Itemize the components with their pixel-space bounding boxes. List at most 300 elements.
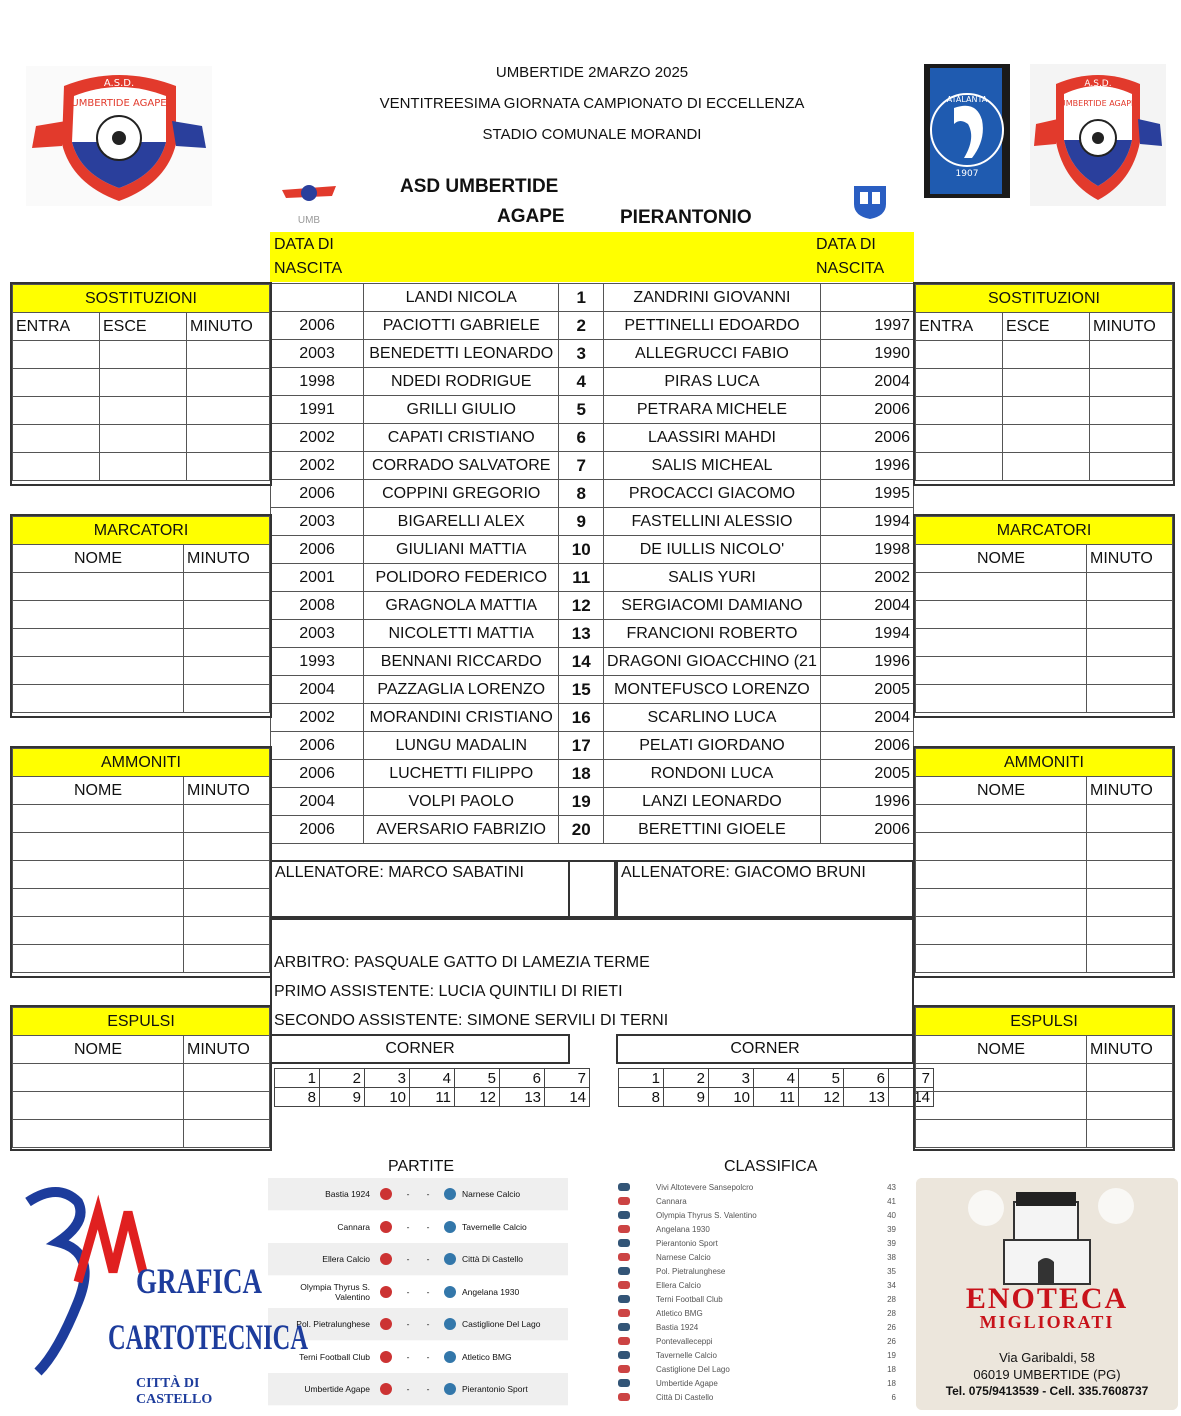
player-row [271, 704, 914, 732]
player-row [271, 424, 914, 452]
standing-row [618, 1250, 908, 1264]
subs-minute-header: MINUTO [187, 313, 270, 341]
match-home: Umbertide Agape [304, 1384, 370, 1394]
player-row [271, 816, 914, 844]
score-sep: - [406, 1189, 410, 1199]
away-player-name: FASTELLINI ALESSIO [604, 508, 821, 536]
classifica-title: CLASSIFICA [724, 1158, 818, 1175]
corner-cell[interactable]: 4 [754, 1069, 799, 1088]
umbertide-logo-right [1030, 64, 1166, 206]
player-row [271, 620, 914, 648]
away-player-name: SCARLINO LUCA [604, 704, 821, 732]
standing-points: 26 [887, 1322, 896, 1332]
enoteca-address-1: Via Garibaldi, 58 [999, 1350, 1095, 1365]
away-birth-label: DATA DI NASCITA [816, 236, 885, 277]
corner-cell[interactable]: 10 [365, 1088, 410, 1107]
standing-team: Pol. Pietralunghese [656, 1266, 726, 1276]
away-team-name: PIERANTONIO [620, 207, 752, 228]
home-player-name: GIULIANI MATTIA [364, 536, 559, 564]
club-crest-icon [618, 1295, 630, 1303]
away-birth-year: 2004 [820, 704, 913, 732]
home-birth-year: 2006 [271, 732, 364, 760]
corner-cell[interactable]: 3 [365, 1069, 410, 1088]
sponsor-grafica-line3: CITTÀ DI CASTELLO [136, 1376, 213, 1407]
corner-cell[interactable]: 12 [455, 1088, 500, 1107]
club-crest-icon [618, 1253, 630, 1261]
shirt-number: 7 [559, 452, 604, 480]
match-home: Olympia Thyrus S. Valentino [300, 1281, 370, 1302]
match-row [268, 1211, 568, 1243]
home-player-name: MORANDINI CRISTIANO [364, 704, 559, 732]
away-subs-box [913, 282, 1175, 486]
standing-team: Angelana 1930 [656, 1224, 710, 1234]
shirt-number: 6 [559, 424, 604, 452]
home-team-name-1: ASD UMBERTIDE [400, 176, 559, 197]
corner-cell[interactable]: 6 [844, 1069, 889, 1088]
corner-cell[interactable]: 8 [619, 1088, 664, 1107]
away-coach-box [616, 860, 914, 918]
away-coach: ALLENATORE: GIACOMO BRUNI [621, 864, 866, 881]
standing-team: Pierantonio Sport [656, 1238, 718, 1248]
away-player-name: DRAGONI GIOACCHINO (21 [604, 648, 821, 676]
away-birth-year: 2004 [820, 368, 913, 396]
standing-points: 35 [887, 1266, 896, 1276]
corner-cell[interactable]: 1 [619, 1069, 664, 1088]
standing-points: 39 [887, 1224, 896, 1234]
umbertide-logo-left [26, 66, 212, 206]
score-sep: - [426, 1254, 430, 1264]
standing-row [618, 1222, 908, 1236]
corner-cell[interactable]: 8 [275, 1088, 320, 1107]
match-row [268, 1308, 568, 1340]
standing-points: 28 [887, 1294, 896, 1304]
away-birth-year: 2006 [820, 732, 913, 760]
away-sent-off-minute-header: MINUTO [1087, 1036, 1173, 1064]
club-crest-icon [618, 1379, 630, 1387]
home-player-name: CORRADO SALVATORE [364, 452, 559, 480]
away-player-name: PIRAS LUCA [604, 368, 821, 396]
away-subs-title: SOSTITUZIONI [916, 285, 1173, 313]
club-crest-icon [444, 1351, 456, 1363]
score-sep: - [406, 1319, 410, 1329]
away-player-name: SERGIACOMI DAMIANO [604, 592, 821, 620]
corner-cell[interactable]: 7 [889, 1069, 934, 1088]
standing-row [618, 1348, 908, 1362]
enoteca-phone: Tel. 075/9413539 - Cell. 335.7608737 [945, 1384, 1149, 1398]
atalanta-year: 1907 [955, 169, 979, 179]
club-crest-icon [380, 1286, 392, 1298]
standing-points: 18 [887, 1364, 896, 1374]
shirt-number: 14 [559, 648, 604, 676]
away-birth-year: 1996 [820, 452, 913, 480]
club-crest-icon [618, 1211, 630, 1219]
home-birth-label: DATA DI NASCITA [274, 236, 343, 277]
stadium: STADIO COMUNALE MORANDI [482, 126, 702, 143]
club-crest-icon [380, 1188, 392, 1200]
corner-cell[interactable]: 6 [500, 1069, 545, 1088]
corner-cell[interactable]: 9 [664, 1088, 709, 1107]
player-row [271, 592, 914, 620]
standing-team: Vivi Altotevere Sansepolcro [656, 1182, 754, 1192]
enoteca-name-1: ENOTECA [965, 1282, 1129, 1315]
player-row [271, 368, 914, 396]
scorers-title: MARCATORI [13, 517, 270, 545]
away-player-name: ZANDRINI GIOVANNI [604, 284, 821, 312]
away-sent-off-title: ESPULSI [916, 1008, 1173, 1036]
corner-cell[interactable]: 1 [275, 1069, 320, 1088]
standing-row [618, 1236, 908, 1250]
home-coach-box [270, 860, 570, 918]
away-player-name: PETRARA MICHELE [604, 396, 821, 424]
standing-team: Umbertide Agape [656, 1378, 718, 1388]
corner-cell[interactable]: 7 [545, 1069, 590, 1088]
standing-team: Pontevalleceppi [656, 1336, 713, 1346]
corner-cell[interactable]: 4 [410, 1069, 455, 1088]
roster-table [270, 283, 914, 844]
club-crest-icon [618, 1323, 630, 1331]
scorers-name-header: NOME [13, 545, 184, 573]
standing-row [618, 1376, 908, 1390]
standing-points: 43 [887, 1182, 896, 1192]
club-crest-icon [618, 1393, 630, 1401]
player-row [271, 760, 914, 788]
away-birth-year: 2005 [820, 676, 913, 704]
player-row [271, 732, 914, 760]
corner-cell[interactable]: 14 [545, 1088, 590, 1107]
match-away: Pierantonio Sport [462, 1384, 528, 1394]
assistant-1: PRIMO ASSISTENTE: LUCIA QUINTILI DI RIETI [274, 983, 623, 1000]
player-row [271, 312, 914, 340]
standing-points: 28 [887, 1308, 896, 1318]
away-booked-minute-header: MINUTO [1087, 777, 1173, 805]
score-sep: - [426, 1384, 430, 1394]
match-row [268, 1276, 568, 1308]
home-player-name: BENEDETTI LEONARDO [364, 340, 559, 368]
match-away: Narnese Calcio [462, 1189, 521, 1199]
standing-row [618, 1208, 908, 1222]
home-birth-year [271, 284, 364, 312]
standing-points: 6 [891, 1392, 896, 1402]
away-birth-year: 2006 [820, 816, 913, 844]
logo-asd-text: A.S.D. [103, 78, 135, 89]
away-birth-year: 1998 [820, 536, 913, 564]
subs-out-header: ESCE [100, 313, 187, 341]
player-row [271, 452, 914, 480]
club-crest-icon [444, 1188, 456, 1200]
match-away: Tavernelle Calcio [462, 1221, 527, 1232]
shirt-number: 15 [559, 676, 604, 704]
standing-team: Atletico BMG [656, 1308, 703, 1318]
club-crest-icon [618, 1183, 630, 1191]
scorers-minute-header: MINUTO [184, 545, 270, 573]
corner-cell[interactable]: 2 [664, 1069, 709, 1088]
player-row [271, 508, 914, 536]
partite-title: PARTITE [388, 1158, 455, 1175]
corner-cell[interactable]: 12 [799, 1088, 844, 1107]
away-birth-year: 1994 [820, 508, 913, 536]
match-row [268, 1341, 568, 1373]
corner-cell[interactable]: 13 [844, 1088, 889, 1107]
match-home: Terni Football Club [299, 1351, 370, 1362]
home-player-name: POLIDORO FEDERICO [364, 564, 559, 592]
away-player-name: PELATI GIORDANO [604, 732, 821, 760]
home-birth-year: 2006 [271, 760, 364, 788]
away-player-name: ALLEGRUCCI FABIO [604, 340, 821, 368]
away-player-name: PROCACCI GIACOMO [604, 480, 821, 508]
match-row [268, 1243, 568, 1275]
away-corner-header: CORNER [616, 1034, 914, 1064]
standing-row [618, 1194, 908, 1208]
corner-cell[interactable]: 14 [889, 1088, 934, 1107]
home-birth-year: 2003 [271, 508, 364, 536]
logo-name-text: UMBERTIDE AGAPE [71, 98, 167, 109]
match-date: UMBERTIDE 2MARZO 2025 [495, 64, 689, 81]
away-player-name: FRANCIONI ROBERTO [604, 620, 821, 648]
umb-text: UMB [297, 215, 321, 226]
home-team-name-2: AGAPE [497, 206, 565, 227]
classifica-list [618, 1180, 908, 1400]
club-crest-icon [380, 1318, 392, 1330]
match-row [268, 1178, 568, 1210]
club-crest-icon [444, 1383, 456, 1395]
corner-cell[interactable]: 3 [709, 1069, 754, 1088]
score-sep: - [406, 1286, 410, 1297]
shirt-number: 18 [559, 760, 604, 788]
away-player-name: LANZI LEONARDO [604, 788, 821, 816]
home-player-name: GRAGNOLA MATTIA [364, 592, 559, 620]
home-corner-table [274, 1068, 590, 1107]
shirt-number: 13 [559, 620, 604, 648]
shirt-number: 19 [559, 788, 604, 816]
club-crest-icon [618, 1337, 630, 1345]
shirt-number: 9 [559, 508, 604, 536]
home-birth-year: 1993 [271, 648, 364, 676]
corner-cell[interactable]: 13 [500, 1088, 545, 1107]
match-away: Città Di Castello [462, 1254, 523, 1264]
standing-row [618, 1390, 908, 1404]
shirt-number: 17 [559, 732, 604, 760]
home-birth-year: 2002 [271, 424, 364, 452]
club-crest-icon [380, 1383, 392, 1395]
standing-team: Ellera Calcio [656, 1280, 701, 1290]
shirt-number: 3 [559, 340, 604, 368]
standing-points: 40 [887, 1210, 896, 1220]
club-crest-icon [618, 1281, 630, 1289]
corner-cell[interactable]: 2 [320, 1069, 365, 1088]
home-player-name: AVERSARIO FABRIZIO [364, 816, 559, 844]
match-away: Angelana 1930 [462, 1286, 520, 1297]
club-crest-icon [618, 1309, 630, 1317]
club-crest-icon [618, 1365, 630, 1373]
standing-row [618, 1320, 908, 1334]
away-player-name: LAASSIRI MAHDI [604, 424, 821, 452]
home-birth-year: 2002 [271, 452, 364, 480]
score-sep: - [406, 1384, 410, 1394]
home-player-name: LUCHETTI FILIPPO [364, 760, 559, 788]
enoteca-address-2: 06019 UMBERTIDE (PG) [973, 1367, 1121, 1382]
away-birth-year [820, 284, 913, 312]
sponsor-grafica-line1: GRAFICA [136, 1261, 262, 1301]
away-scorers-minute-header: MINUTO [1087, 545, 1173, 573]
club-crest-icon [618, 1351, 630, 1359]
player-row [271, 340, 914, 368]
home-birth-year: 2003 [271, 620, 364, 648]
standing-row [618, 1292, 908, 1306]
home-corner-header: CORNER [270, 1034, 570, 1064]
away-subs-minute-header: MINUTO [1090, 313, 1173, 341]
away-player-name: MONTEFUSCO LORENZO [604, 676, 821, 704]
standing-row [618, 1362, 908, 1376]
coach-spacer [568, 860, 616, 918]
logo-asd-text-right: A.S.D. [1084, 79, 1112, 89]
standing-points: 39 [887, 1238, 896, 1248]
standing-points: 41 [887, 1196, 896, 1206]
standing-team: Tavernelle Calcio [656, 1350, 717, 1360]
home-player-name: PACIOTTI GABRIELE [364, 312, 559, 340]
shirt-number: 5 [559, 396, 604, 424]
sent-off-name-header: NOME [13, 1036, 184, 1064]
home-player-name: PAZZAGLIA LORENZO [364, 676, 559, 704]
standing-row [618, 1278, 908, 1292]
score-sep: - [426, 1189, 430, 1199]
away-scorers-name-header: NOME [916, 545, 1087, 573]
logo-name-text-right: UMBERTIDE AGAPE [1059, 99, 1137, 108]
club-crest-icon [618, 1267, 630, 1275]
club-crest-icon [444, 1253, 456, 1265]
match-away: Atletico BMG [462, 1351, 512, 1362]
referee: ARBITRO: PASQUALE GATTO DI LAMEZIA TERME [274, 954, 650, 971]
home-coach: ALLENATORE: MARCO SABATINI [275, 864, 524, 881]
away-subs-out-header: ESCE [1003, 313, 1090, 341]
away-sent-off-box [913, 1005, 1175, 1151]
shirt-number: 12 [559, 592, 604, 620]
home-player-name: LANDI NICOLA [364, 284, 559, 312]
pierantonio-crest [852, 184, 888, 220]
corner-cell[interactable]: 5 [799, 1069, 844, 1088]
corner-cell[interactable]: 10 [709, 1088, 754, 1107]
score-sep: - [426, 1221, 430, 1232]
shirt-number: 2 [559, 312, 604, 340]
corner-cell[interactable]: 11 [754, 1088, 799, 1107]
sponsor-grafica [18, 1182, 309, 1407]
partite-list [268, 1178, 568, 1406]
player-row [271, 788, 914, 816]
player-row [271, 564, 914, 592]
booked-minute-header: MINUTO [184, 777, 270, 805]
club-crest-icon [618, 1197, 630, 1205]
booked-title: AMMONITI [13, 749, 270, 777]
shirt-number: 16 [559, 704, 604, 732]
player-row [271, 676, 914, 704]
away-birth-year: 1995 [820, 480, 913, 508]
home-sent-off-box [10, 1005, 272, 1151]
home-booked-box [10, 746, 272, 978]
standing-row [618, 1264, 908, 1278]
away-subs-in-header: ENTRA [916, 313, 1003, 341]
away-birth-year: 1996 [820, 788, 913, 816]
away-birth-year: 1996 [820, 648, 913, 676]
match-away: Castiglione Del Lago [462, 1319, 541, 1329]
player-row [271, 284, 914, 312]
shirt-number: 8 [559, 480, 604, 508]
home-player-name: BIGARELLI ALEX [364, 508, 559, 536]
standing-points: 26 [887, 1336, 896, 1346]
standing-team: Castiglione Del Lago [656, 1364, 730, 1374]
home-birth-year: 2008 [271, 592, 364, 620]
subs-title: SOSTITUZIONI [13, 285, 270, 313]
standing-row [618, 1180, 908, 1194]
corner-cell[interactable]: 5 [455, 1069, 500, 1088]
sent-off-title: ESPULSI [13, 1008, 270, 1036]
match-home: Cannara [337, 1221, 370, 1232]
score-sep: - [426, 1286, 430, 1297]
shirt-number: 10 [559, 536, 604, 564]
club-crest-icon [444, 1221, 456, 1233]
away-player-name: SALIS MICHEAL [604, 452, 821, 480]
home-birth-year: 1998 [271, 368, 364, 396]
away-booked-box [913, 746, 1175, 978]
atalanta-logo [924, 64, 1010, 198]
home-player-name: NICOLETTI MATTIA [364, 620, 559, 648]
away-scorers-box [913, 514, 1175, 718]
club-crest-icon [380, 1221, 392, 1233]
away-birth-year: 1994 [820, 620, 913, 648]
sent-off-minute-header: MINUTO [184, 1036, 270, 1064]
standing-points: 38 [887, 1252, 896, 1262]
score-sep: - [426, 1319, 430, 1329]
club-crest-icon [380, 1351, 392, 1363]
assistant-2: SECONDO ASSISTENTE: SIMONE SERVILI DI TERNI [274, 1012, 669, 1029]
shirt-number: 1 [559, 284, 604, 312]
enoteca-name-2: MIGLIORATI [979, 1312, 1115, 1332]
home-birth-year: 1991 [271, 396, 364, 424]
home-player-name: BENNANI RICCARDO [364, 648, 559, 676]
subs-in-header: ENTRA [13, 313, 100, 341]
standing-team: Bastia 1924 [656, 1322, 699, 1332]
score-sep: - [406, 1221, 410, 1232]
club-crest-icon [380, 1253, 392, 1265]
away-birth-year: 2002 [820, 564, 913, 592]
standing-team: Città Di Castello [656, 1392, 714, 1402]
competition-round: VENTITREESIMA GIORNATA CAMPIONATO DI ECCELLENZA [379, 95, 805, 112]
corner-cell[interactable]: 11 [410, 1088, 455, 1107]
player-row [271, 648, 914, 676]
away-birth-year: 2004 [820, 592, 913, 620]
club-crest-icon [618, 1239, 630, 1247]
home-player-name: LUNGU MADALIN [364, 732, 559, 760]
player-row [271, 396, 914, 424]
away-sent-off-name-header: NOME [916, 1036, 1087, 1064]
home-player-name: NDEDI RODRIGUE [364, 368, 559, 396]
standing-points: 19 [887, 1350, 896, 1360]
away-player-name: DE IULLIS NICOLO' [604, 536, 821, 564]
player-row [271, 536, 914, 564]
home-player-name: CAPATI CRISTIANO [364, 424, 559, 452]
sponsor-enoteca [916, 1178, 1178, 1410]
away-player-name: SALIS YURI [604, 564, 821, 592]
corner-cell[interactable]: 9 [320, 1088, 365, 1107]
away-birth-year: 1997 [820, 312, 913, 340]
home-birth-year: 2006 [271, 816, 364, 844]
score-sep: - [426, 1351, 430, 1362]
home-birth-year: 2002 [271, 704, 364, 732]
home-scorers-box [10, 514, 272, 718]
home-player-name: VOLPI PAOLO [364, 788, 559, 816]
club-crest-icon [618, 1225, 630, 1233]
match-home: Pol. Pietralunghese [296, 1319, 370, 1329]
score-sep: - [406, 1351, 410, 1362]
away-player-name: PETTINELLI EDOARDO [604, 312, 821, 340]
